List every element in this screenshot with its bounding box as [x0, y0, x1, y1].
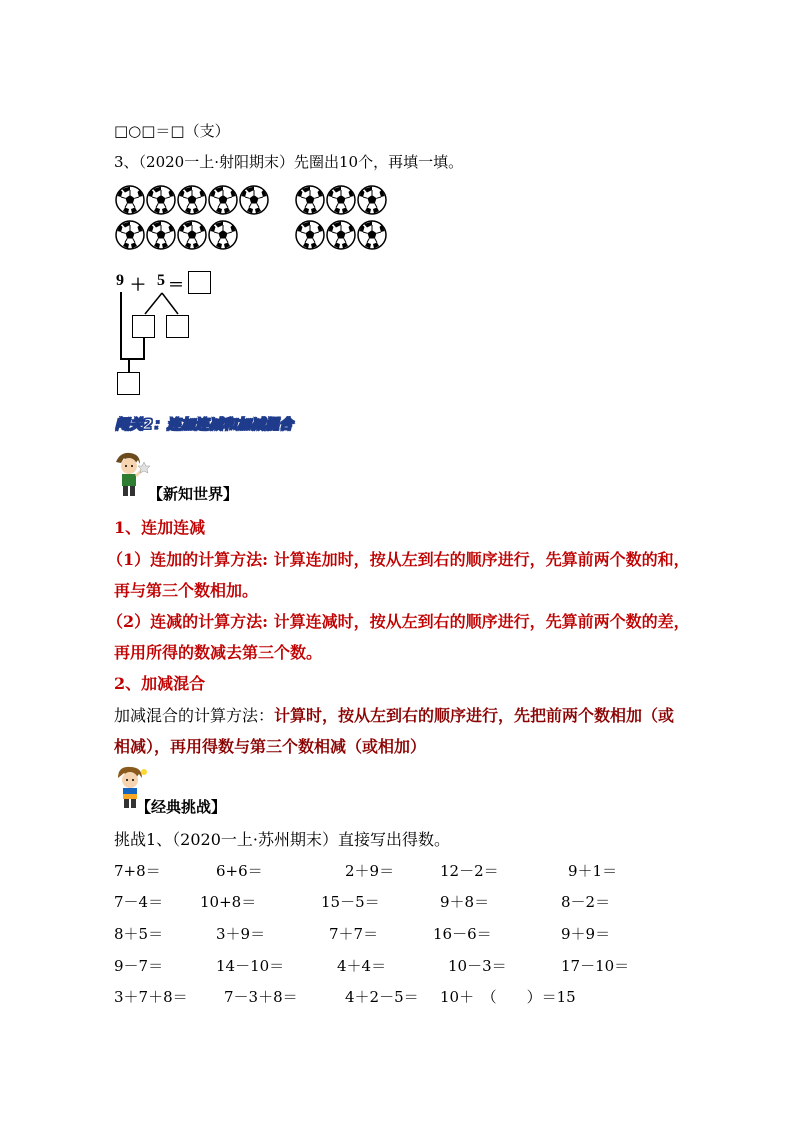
equation[interactable]: 10＋ （ ）＝15 — [440, 988, 576, 1006]
equation[interactable]: 12－2＝ — [440, 862, 499, 880]
mixed-method-prefix: 加减混合的计算方法： — [114, 706, 275, 725]
equation[interactable]: 10+8＝ — [200, 893, 257, 911]
soccer-ball-icon — [295, 185, 325, 215]
equation[interactable]: 4＋4＝ — [337, 957, 387, 975]
addition-method-line2: 再与第三个数相加。 — [114, 581, 259, 600]
soccer-ball-icon — [208, 220, 238, 250]
equation[interactable]: 6+6＝ — [216, 862, 263, 880]
soccer-ball-icon — [208, 185, 238, 215]
soccer-ball-icon — [357, 220, 387, 250]
soccer-ball-icon — [177, 185, 207, 215]
addend-5: 5 — [157, 272, 165, 289]
classic-challenge-header: 【经典挑战】 — [136, 798, 227, 816]
addend-9: 9 — [116, 272, 124, 289]
soccer-ball-icon — [146, 185, 176, 215]
soccer-ball-icon — [357, 185, 387, 215]
equation[interactable]: 7＋7＝ — [329, 925, 379, 943]
challenge-1-text: 挑战1、（2020一上·苏州期末）直接写出得数。 — [114, 830, 450, 849]
soccer-ball-icon — [295, 220, 325, 250]
equation[interactable]: 2＋9＝ — [345, 862, 395, 880]
equation[interactable]: 3＋9＝ — [216, 925, 266, 943]
mixed-method-line2: 相减），再用得数与第三个数相减（或相加） — [114, 737, 427, 756]
soccer-ball-icon — [326, 220, 356, 250]
answer-box[interactable] — [188, 271, 211, 294]
connector-line — [143, 338, 145, 359]
subtraction-method-line2: 再用所得的数减去第三个数。 — [114, 643, 323, 662]
addition-method-line1: （1）连加的计算方法: 计算连加时，按从左到右的顺序进行，先算前两个数的和， — [107, 550, 690, 569]
subtraction-method-line1: （2）连减的计算方法: 计算连减时，按从左到右的顺序进行，先算前两个数的差， — [107, 612, 690, 631]
split-lines — [140, 292, 185, 316]
equals-sign: ＝ — [168, 277, 185, 294]
equation[interactable]: 15－5＝ — [321, 893, 380, 911]
equation[interactable]: 16－6＝ — [433, 925, 492, 943]
level-banner: 闯关2：连加连减和加减混合 — [115, 417, 293, 433]
equation[interactable]: 9＋9＝ — [561, 925, 611, 943]
heading-continuous-add-sub: 1、连加连减 — [114, 518, 206, 537]
top-answer-line: □○□＝□（支） — [114, 122, 230, 140]
equation[interactable]: 8－2＝ — [561, 893, 611, 911]
new-knowledge-header: 【新知世界】 — [148, 485, 239, 503]
equation[interactable]: 7－3＋8＝ — [224, 988, 298, 1006]
equation[interactable]: 7－4＝ — [114, 893, 164, 911]
split-box-2[interactable] — [166, 315, 189, 338]
equation[interactable]: 9＋8＝ — [440, 893, 490, 911]
soccer-ball-icon — [326, 185, 356, 215]
mixed-method-body: 计算时，按从左到右的顺序进行，先把前两个数相加（或 — [274, 706, 675, 725]
plus-sign: ＋ — [130, 277, 147, 294]
connector-line — [120, 358, 145, 360]
connector-line — [120, 292, 122, 359]
soccer-ball-icon — [239, 185, 269, 215]
soccer-ball-icon — [115, 220, 145, 250]
equation[interactable]: 7+8＝ — [114, 862, 161, 880]
question-3-text: 3、（2020一上·射阳期末）先圈出10个，再填一填。 — [114, 153, 464, 171]
equation[interactable]: 8＋5＝ — [114, 925, 164, 943]
mixed-method-line1 — [114, 703, 674, 726]
sum-box[interactable] — [117, 372, 140, 395]
equation[interactable]: 14－10＝ — [216, 957, 285, 975]
split-box-1[interactable] — [132, 315, 155, 338]
heading-mixed-add-sub: 2、加减混合 — [114, 674, 206, 693]
equation[interactable]: 9－7＝ — [114, 957, 164, 975]
soccer-ball-icon — [146, 220, 176, 250]
equation[interactable]: 3＋7＋8＝ — [114, 988, 188, 1006]
connector-line — [128, 358, 130, 372]
equation[interactable]: 9＋1＝ — [568, 862, 618, 880]
equation[interactable]: 10－3＝ — [448, 957, 507, 975]
soccer-ball-icon — [177, 220, 207, 250]
soccer-ball-icon — [115, 185, 145, 215]
equation[interactable]: 4＋2－5＝ — [345, 988, 419, 1006]
equation[interactable]: 17－10＝ — [561, 957, 630, 975]
